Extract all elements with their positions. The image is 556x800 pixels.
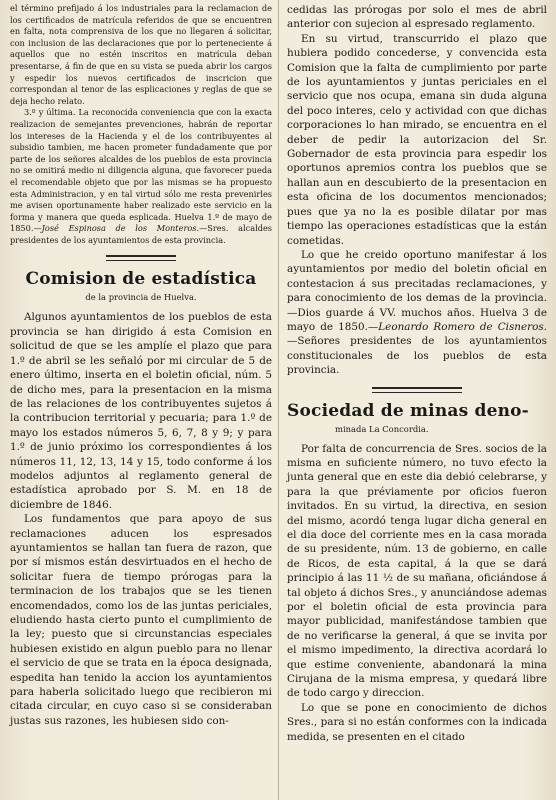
sociedad-paragraph-2: Lo que se pone en conocimiento de dichos Sres., para si no están conformes con la indicada medida, se presenten en el citado [287, 701, 547, 743]
section-separator-right [372, 387, 462, 393]
comision-paragraph-2: Los fundamentos que para apoyo de sus reclamaciones aducen los espresados ayuntamientos se hallan tan fuera de razon, que por sí mismos están desvirtuados en el hecho de solicitar fuera de tiempo prórogas para la terminacion de los trabajos que se les tienen encomendados, como los de las juntas periciales, eludiendo hasta cierto punto el cumplimiento de la ley; puesto que si circunstancias especiales hubiesen existido en algun pueblo para no llenar el servicio de que se trata en la época designada, espedita han tenido la accion los ayuntamientos para haberla solicitado luego que recibieron mi citada circular, en cuyo caso si se consideraban justas sus razones, les hubiesen sido con- [10, 513, 272, 727]
signature: José Espinosa de los Monteros. [41, 223, 200, 234]
section-subtitle-comision: de la provincia de Huelva. [85, 292, 197, 303]
column-divider [278, 0, 279, 800]
signature-romero: —Leonardo Romero de Cisneros. [367, 320, 547, 333]
section-separator [106, 255, 176, 261]
section-title-comision: Comision de estadística [25, 269, 257, 290]
section-subtitle-sociedad: minada La Concordia. [335, 423, 429, 434]
paragraph-4-text: Lo que he creido oportuno manifestar á los ayuntamientos por medio del boletin oficial en contestacion á sus precitadas reclamaciones, y para conocimiento de los demas de la provincia.—Dios guarde á VV. muchos años. Huelva 3 de mayo de 1850. [287, 248, 547, 333]
comision-paragraph-4 [287, 248, 547, 378]
left-column [10, 3, 272, 728]
comision-continuation: cedidas las prórogas por solo el mes de abril anterior con sujecion al espresado reglamento. [287, 4, 547, 31]
comision-paragraph-3: En su virtud, transcurrido el plazo que hubiera podido concederse, y convencida esta Comision que la falta de cumplimiento por parte de los ayuntamientos y juntas periciales en el servicio que nos ocupa, emana sin duda alguna del poco interes, celo y actividad con que dichas corporaciones lo han mirado, se encuentra en el deber de pedir la autorizacion del Sr. Gobernador de esta provincia para espedir los oportunos apremios contra los pueblos que se hallan aun en descubierto de la presentacion en esta oficina de los documentos mencionados; pues que ya no la es posible dilatar por mas tiempo las operaciones estadísticas que la están cometidas. [287, 32, 547, 247]
administration-notice-tail: el término prefijado á los industriales para la reclamacion de los certificados de matrícula referidos de que se encuentren en falta, nota comprensiva de los que no llegaren á solicitar, con inclusion de las declaraciones que por lo perteneciente á aquellos que no estén inscritos en matrícula deban presentarse, á fin de que en su vista se pueda abrir los cargos y espedir los nuevos certificados de inscricion que correspondan al tenor de las esplicaciones y reglas de que se deja hecho relato. [10, 3, 272, 106]
administration-notice-final [10, 107, 272, 246]
closing-address: —Sres. alcaldes presidentes de los ayuntamientos de esta provincia. [10, 223, 272, 245]
section-title-sociedad: Sociedad de minas deno- [287, 400, 529, 421]
final-paragraph-text: 3.º y última. La reconocida conveniencia que con la exacta realizacion de semejantes prevenciones, habrán de reportar los intereses de la Hacienda y el de los contribuyentes al subsidio tambien, me hacen prometer fundadamente que por parte de los señores alcaldes de los pueblos de esta provincia no se omitirá medio ni diligencia alguna, que favorecer pueda el recomendable objeto que por las mismas se ha propuesto esta Administracion, y en tal virtud sólo me resta prevenirles me avisen oportunamente haber realizado este servicio en la forma y manera que queda esplicada. Huelva 1.º de mayo de 1850.— [10, 107, 272, 234]
closing-address-right: —Señores presidentes de los ayuntamientos constitucionales de los pueblos de esta provincia. [287, 335, 547, 377]
sociedad-paragraph-1: Por falta de concurrencia de Sres. socios de la misma en suficiente número, no tuvo efecto la junta general que en este dia debió celebrarse, y para la que préviamente por oficios fueron invitados. En su virtud, la directiva, en sesion del mismo, acordó tenga lugar dicha general en el dia doce del corriente mes en la casa morada de su presidente, núm. 13 de gobierno, en calle de Ricos, de esta capital, á la que se dará principio á las 11 ½ de su mañana, oficiándose á tal objeto á dichos Sres., y anunciándose ademas por el boletin oficial de esta provincia para mayor publicidad, manifestándose tambien que de no verificarse la general, á que se invita por el mismo impedimento, la directiva acordará lo que estime conveniente, abandonará la mina Cirujana de la misma empresa, y quedará libre de todo cargo y direccion. [287, 442, 547, 700]
right-column [287, 3, 547, 744]
comision-paragraph-1: Algunos ayuntamientos de los pueblos de esta provincia se han dirigido á esta Comision en solicitud de que se les amplíe el plazo que para 1.º de abril se les señaló por mi circular de 5 de enero último, inserta en el boletin oficial, núm. 5 de dicho mes, para la presentacion en la misma de las relaciones de los contribuyentes sujetos á la contribucion territorial y pecuaria; para 1.º de mayo los estados números 5, 6, 7, 8 y 9; y para 1.º de junio próximo los correspondientes á los números 11, 12, 13, 14 y 15, todo conforme á los modelos adjuntos al reglamento general de estadística aprobado por S. M. en 18 de diciembre de 1846. [10, 311, 272, 511]
